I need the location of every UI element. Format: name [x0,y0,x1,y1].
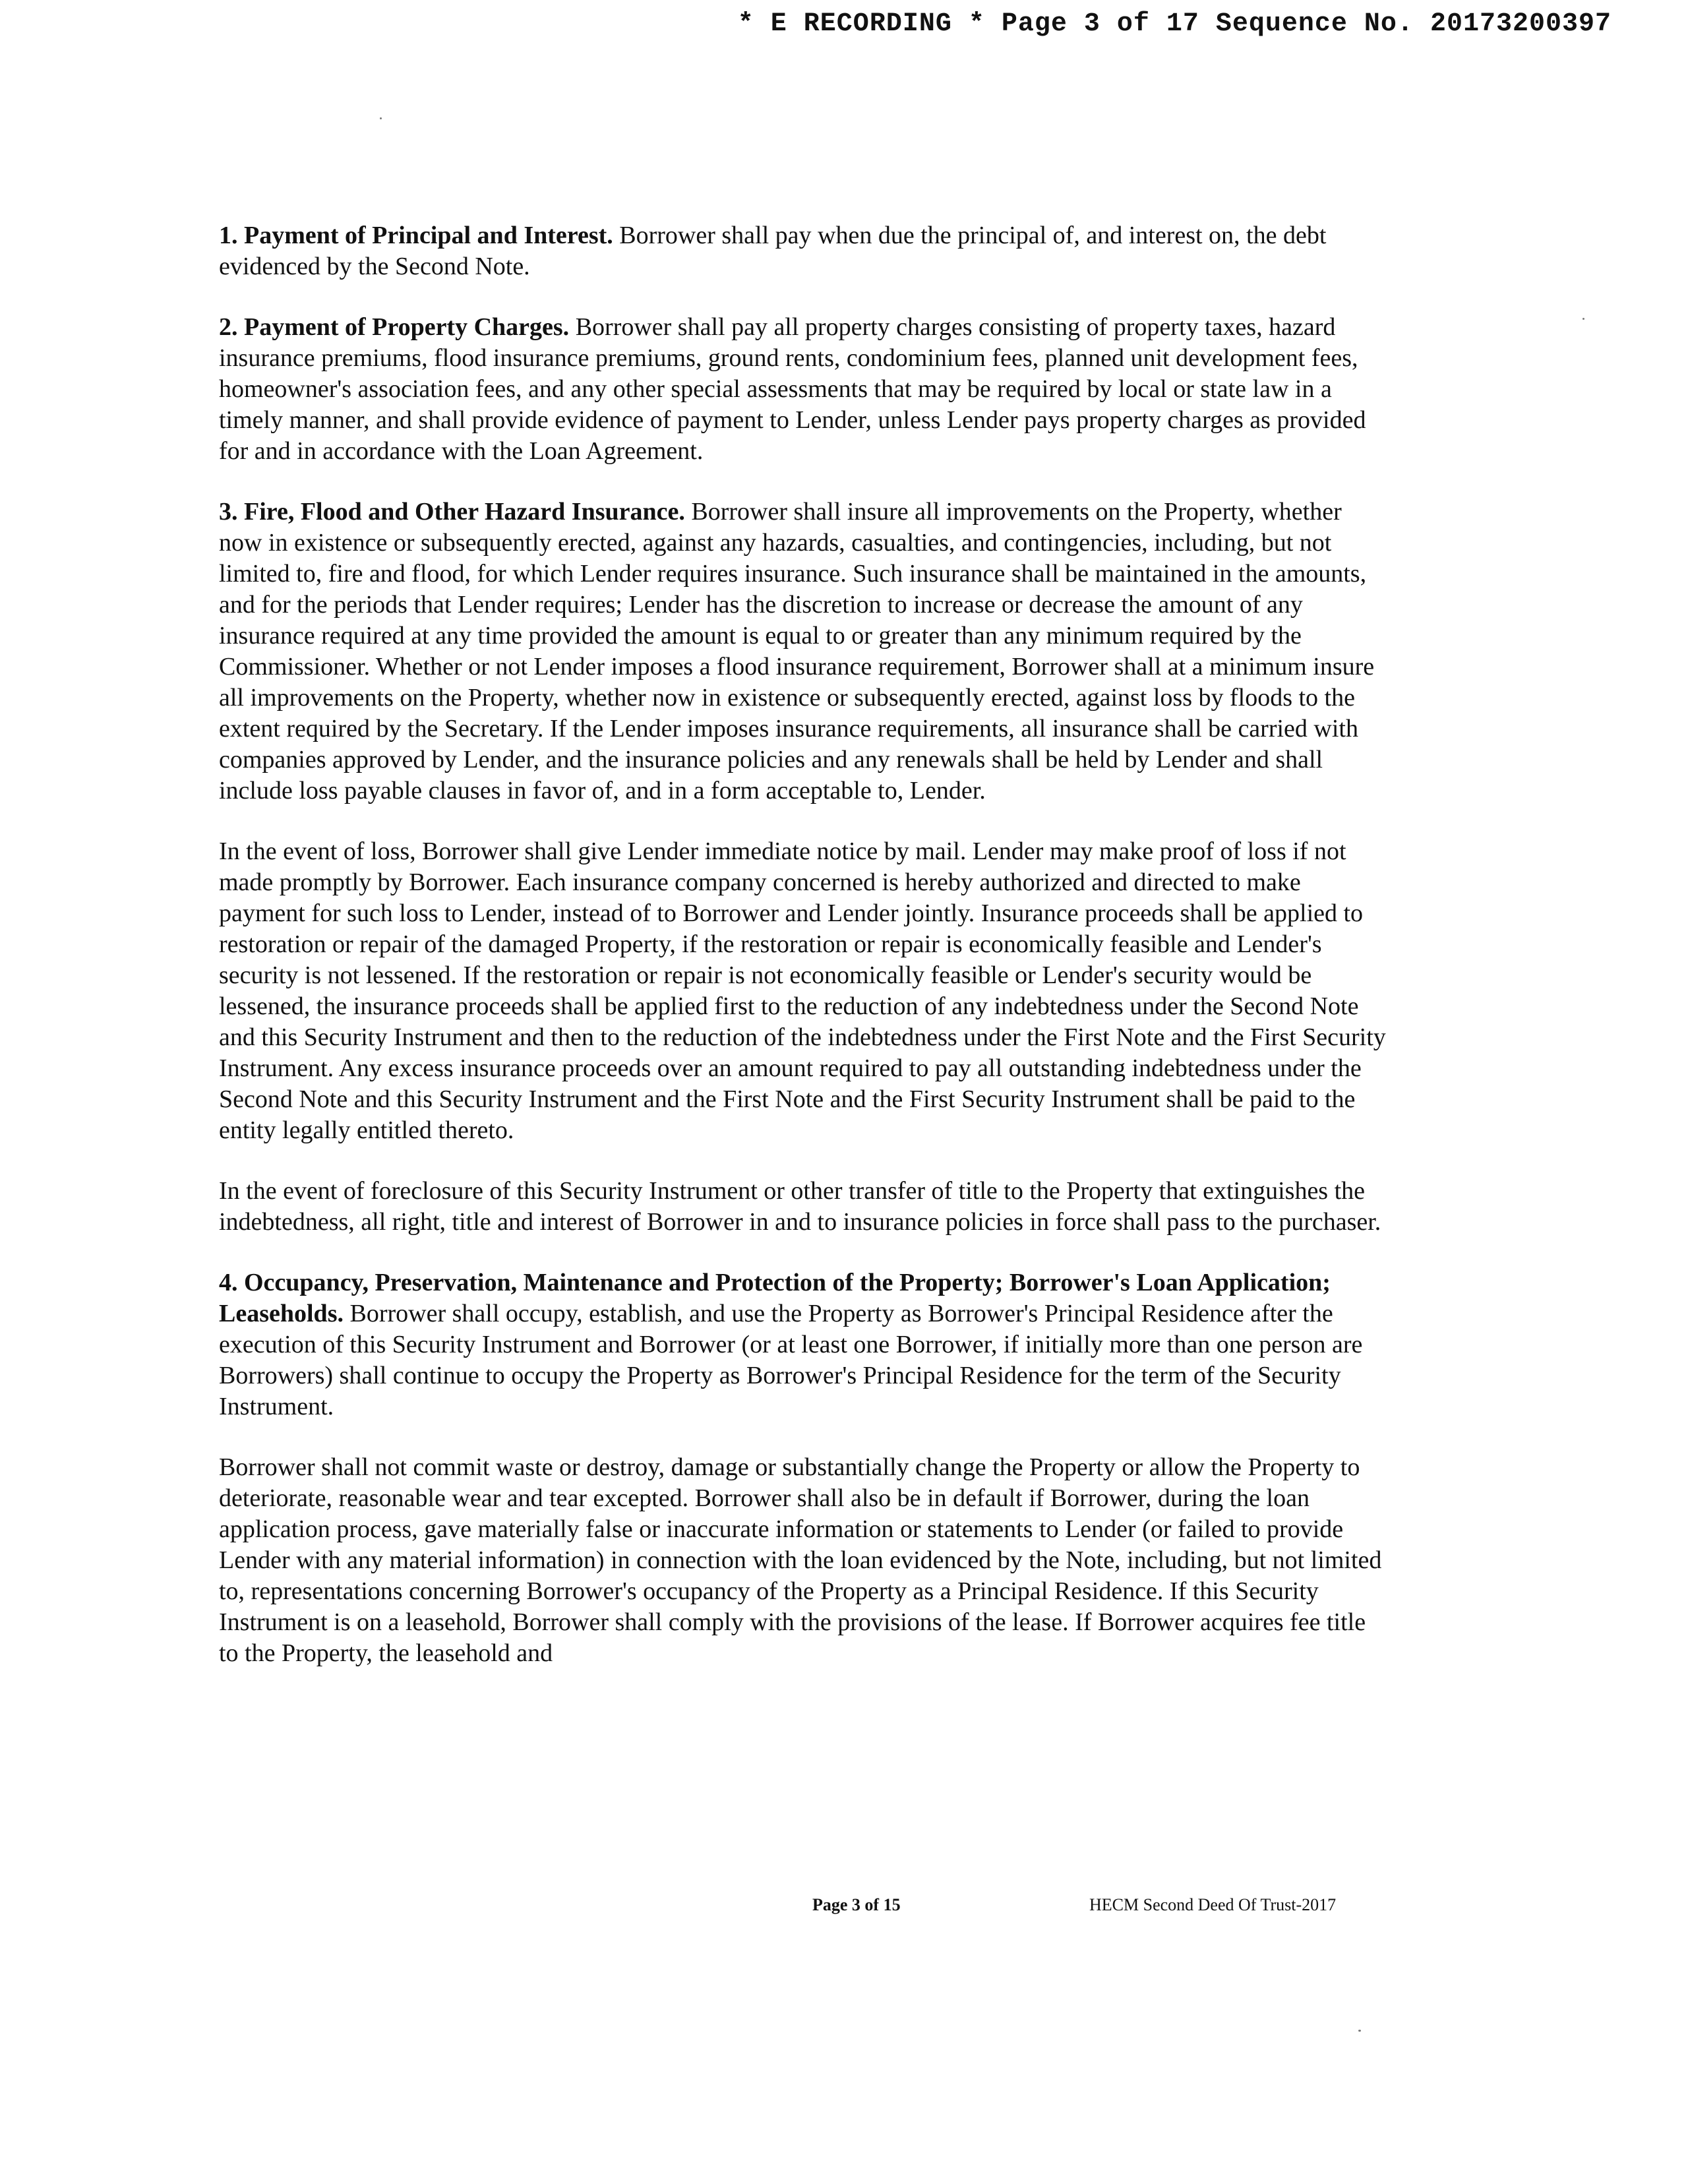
footer-page-number: Page 3 of 15 [812,1895,901,1914]
scan-speck [1582,318,1584,320]
section-text: Borrower shall pay all property charges consisting of property taxes, hazard insurance premiums, flood insurance premiums, ground rents, condominium fees, planned unit development fees, homeowner's association fees, and any other special assessments that may be required by local or state law in a timely manner, and shall provide evidence of payment to Lender, unless Lender pays property charges as provided for and in accordance with the Loan Agreement. [219,313,1366,465]
section-payment-principal-interest [219,220,1387,282]
document-body [219,220,1387,1699]
paragraph-foreclosure [219,1176,1387,1238]
section-text: Borrower shall pay when due the principal of, and interest on, the debt evidenced by the Second Note. [219,222,1327,280]
paragraph-waste [219,1452,1387,1669]
footer-form-name: HECM Second Deed Of Trust-2017 [1089,1895,1337,1914]
paragraph-text: In the event of foreclosure of this Security Instrument or other transfer of title to the Property that extinguishes the indebtedness, all right, title and interest of Borrower in and to insurance policies in force shall pass to the purchaser. [219,1177,1381,1236]
section-heading: 4. Occupancy, Preservation, Maintenance and Protection of the Property; Borrower's Loan Application; Leaseholds. [219,1269,1331,1327]
scan-speck [1358,2030,1361,2032]
paragraph-text: Borrower shall not commit waste or destroy, damage or substantially change the Property or allow the Property to deteriorate, reasonable wear and tear excepted. Borrower shall also be in default if Borrower, during the loan application process, gave materially false or inaccurate information or statements to Lender (or failed to provide Lender with any material information) in connection with the loan evidenced by the Note, including, but not limited to, representations concerning Borrower's occupancy of the Property as a Principal Residence. If this Security Instrument is on a leasehold, Borrower shall comply with the provisions of the lease. If Borrower acquires fee title to the Property, the leasehold and [219,1453,1382,1667]
section-heading: 2. Payment of Property Charges. [219,313,570,341]
section-heading: 3. Fire, Flood and Other Hazard Insurance. [219,498,685,526]
section-payment-property-charges [219,312,1387,467]
section-text: Borrower shall occupy, establish, and use the Property as Borrower's Principal Residence after the execution of this Security Instrument and Borrower (or at least one Borrower, if initially more than one person are Borrowers) shall continue to occupy the Property as Borrower's Principal Residence for the term of the Security Instrument. [219,1300,1363,1420]
paragraph-text: In the event of loss, Borrower shall give Lender immediate notice by mail. Lender may make proof of loss if not made promptly by Borrower. Each insurance company concerned is hereby authorized and directed to make payment for such loss to Lender, instead of to Borrower and Lender jointly. Insurance proceeds shall be applied to restoration or repair of the damaged Property, if the restoration or repair is economically feasible and Lender's security is not lessened. If the restoration or repair is not economically feasible or Lender's security would be lessened, the insurance proceeds shall be applied first to the reduction of any indebtedness under the Second Note and this Security Instrument and then to the reduction of the indebtedness under the First Note and the First Security Instrument. Any excess insurance proceeds over an amount required to pay all outstanding indebtedness under the Second Note and this Security Instrument and the First Note and the First Security Instrument shall be paid to the entity legally entitled thereto. [219,837,1386,1144]
section-heading: 1. Payment of Principal and Interest. [219,222,613,249]
section-hazard-insurance [219,497,1387,806]
recording-header: * E RECORDING * Page 3 of 17 Sequence No. 20173200397 [737,9,1612,39]
section-occupancy-preservation [219,1267,1387,1422]
paragraph-event-of-loss [219,836,1387,1146]
section-text: Borrower shall insure all improvements on the Property, whether now in existence or subsequently erected, against any hazards, casualties, and contingencies, including, but not limited to, fire and flood, for which Lender requires insurance. Such insurance shall be maintained in the amounts, and for the periods that Lender requires; Lender has the discretion to increase or decrease the amount of any insurance required at any time provided the amount is equal to or greater than any minimum required by the Commissioner. Whether or not Lender imposes a flood insurance requirement, Borrower shall at a minimum insure all improvements on the Property, whether now in existence or subsequently erected, against loss by floods to the extent required by the Secretary. If the Lender imposes insurance requirements, all insurance shall be carried with companies approved by Lender, and the insurance policies and any renewals shall be held by Lender and shall include loss payable clauses in favor of, and in a form acceptable to, Lender. [219,498,1375,804]
scan-speck [380,117,382,119]
